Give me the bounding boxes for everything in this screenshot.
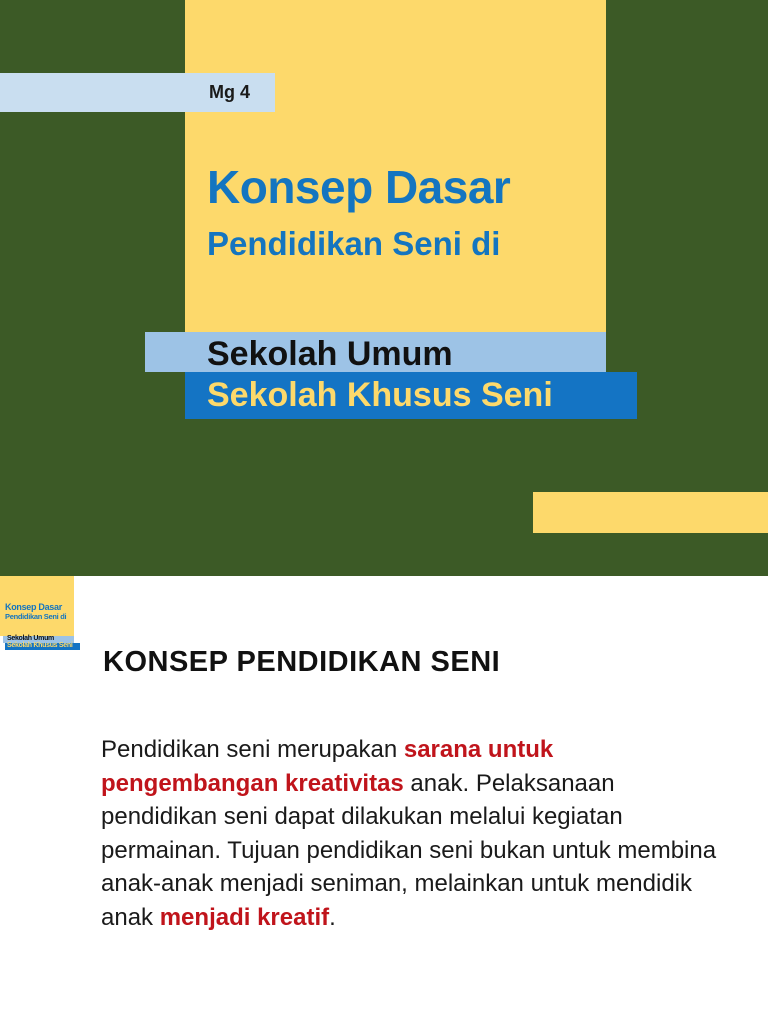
content-paragraph <box>101 733 721 934</box>
week-label: Mg 4 <box>209 82 251 102</box>
highlight-be-creative: menjadi kreatif <box>159 903 330 931</box>
subtitle-general-school: Sekolah Umum <box>207 335 453 373</box>
thumbnail-subtitle-line1: Sekolah Umum <box>7 635 54 642</box>
paragraph-text-2: anak. Pelaksanaan pendidikan seni dapat dilakukan melalui kegiatan permainan. Tujuan pendidikan seni bukan untuk membina anak-anak menjadi seniman, melainkan untuk mendidik anak <box>101 769 717 931</box>
yellow-accent-bar <box>533 492 768 533</box>
subtitle-art-school: Sekolah Khusus Seni <box>207 376 553 414</box>
content-slide <box>0 576 768 1024</box>
thumbnail-title-line2: Pendidikan Seni di <box>5 612 67 621</box>
thumbnail-title-line1: Konsep Dasar <box>5 602 62 612</box>
highlight-creativity: sarana untuk pengembangan kreativitas <box>101 736 554 797</box>
title-slide-thumbnail <box>0 576 80 656</box>
paragraph-text-1: Pendidikan seni merupakan <box>101 736 404 763</box>
thumbnail-subtitle-line2: Sekolah Khusus Seni <box>7 642 73 649</box>
slide-title-line1: Konsep Dasar <box>207 161 511 213</box>
paragraph-text-3: . <box>329 903 336 931</box>
slide-title-line2: Pendidikan Seni di <box>207 225 501 262</box>
content-heading: KONSEP PENDIDIKAN SENI <box>103 646 501 678</box>
